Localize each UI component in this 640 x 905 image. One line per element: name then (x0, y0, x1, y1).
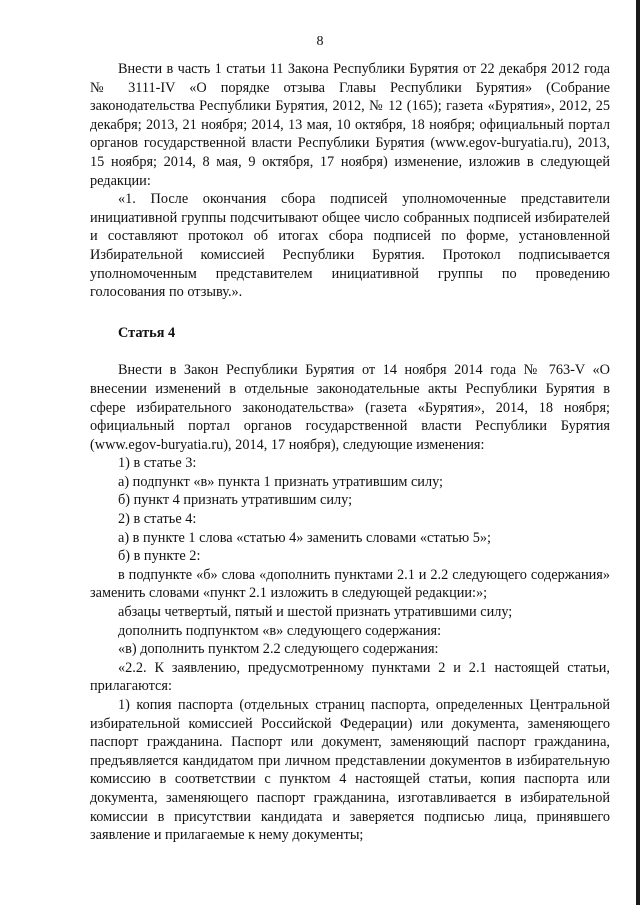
paragraph-new-wording: «1. После окончания сбора подписей уполномоченные представители инициативной группы подсчитывают общее число собранных подписей избирателей и составляют протокол об итогах сбора подписей по форме, установленной Избирательной комиссией Республики Бурятия. Протокол подписывается уполномоченным представителем инициативной группы по проведению голосования по отзыву.». (90, 191, 610, 301)
scan-edge (636, 0, 640, 905)
list-item: а) в пункте 1 слова «статью 4» заменить словами «статью 5»; (118, 529, 492, 546)
list-item: «в) дополнить пунктом 2.2 следующего содержания: (118, 641, 439, 658)
list-item: а) подпункт «в» пункта 1 признать утратившим силу; (118, 473, 444, 490)
paragraph-2-2: «2.2. К заявлению, предусмотренному пунктами 2 и 2.1 настоящей статьи, прилагаются: (90, 659, 610, 695)
page-number: 8 (316, 34, 324, 49)
list-item: дополнить подпунктом «в» следующего содержания: (118, 622, 442, 639)
paragraph-amendment-law-763: Внести в Закон Республики Бурятия от 14 ноября 2014 года № 763-V «О внесении изменений в отдельные законодательные акты Республики Бурятия в сфере избирательного законодательства» (газета «Бурятия», 2014, 18 ноября; официальный портал органов государственной власти Республики Бурятия (www.egov-buryatia.ru), 2014, 17 ноября), следующие изменения: (90, 362, 610, 453)
paragraph-subitem-b: в подпункте «б» слова «дополнить пунктами 2.1 и 2.2 следующего содержания» заменить словами «пункт 2.1 изложить в следующей редакции:»; (90, 566, 610, 602)
list-item: 1) в статье 3: (118, 455, 197, 472)
list-item: б) в пункте 2: (118, 548, 201, 565)
article-heading: Статья 4 (118, 324, 176, 341)
paragraph-amendment-article-11: Внести в часть 1 статьи 11 Закона Республики Бурятия от 22 декабря 2012 года № 3111-IV «О порядке отзыва Главы Республики Бурятия» (Собрание законодательства Республики Бурятия, 2012, № 12 (165); газета «Бурятия», 2012, 25 декабря; 2013, 21 ноября; 2014, 13 мая, 10 октября, 18 ноября; официальный портал органов государственной власти Республики Бурятия (www.egov-buryatia.ru), 2013, 15 ноября; 2014, 8 мая, 9 октября, 17 ноября) изменение, изложив в следующей редакции: (90, 61, 610, 189)
spacer (90, 342, 610, 361)
paragraph-passport-copy: 1) копия паспорта (отдельных страниц паспорта, определенных Центральной избирательной комиссией Российской Федерации) или документа, заменяющего паспорт гражданина. Паспорт или документ, заменяющий паспорт гражданина, предъявляется кандидатом при личном представлении документов в избирательную комиссию в соответствии с пунктом 4 настоящей статьи, копия паспорта или документа, заменяющего паспорт гражданина, изготавливается в избирательной комиссии в присутствии кандидата и заверяется подписью лица, принявшего заявление и прилагаемые к нему документы; (90, 697, 610, 844)
list-item: 2) в статье 4: (118, 511, 197, 528)
list-item: абзацы четвертый, пятый и шестой признать утратившими силу; (118, 604, 513, 621)
spacer (90, 302, 610, 324)
list-item: б) пункт 4 признать утратившим силу; (118, 492, 353, 509)
document-body (90, 60, 610, 845)
